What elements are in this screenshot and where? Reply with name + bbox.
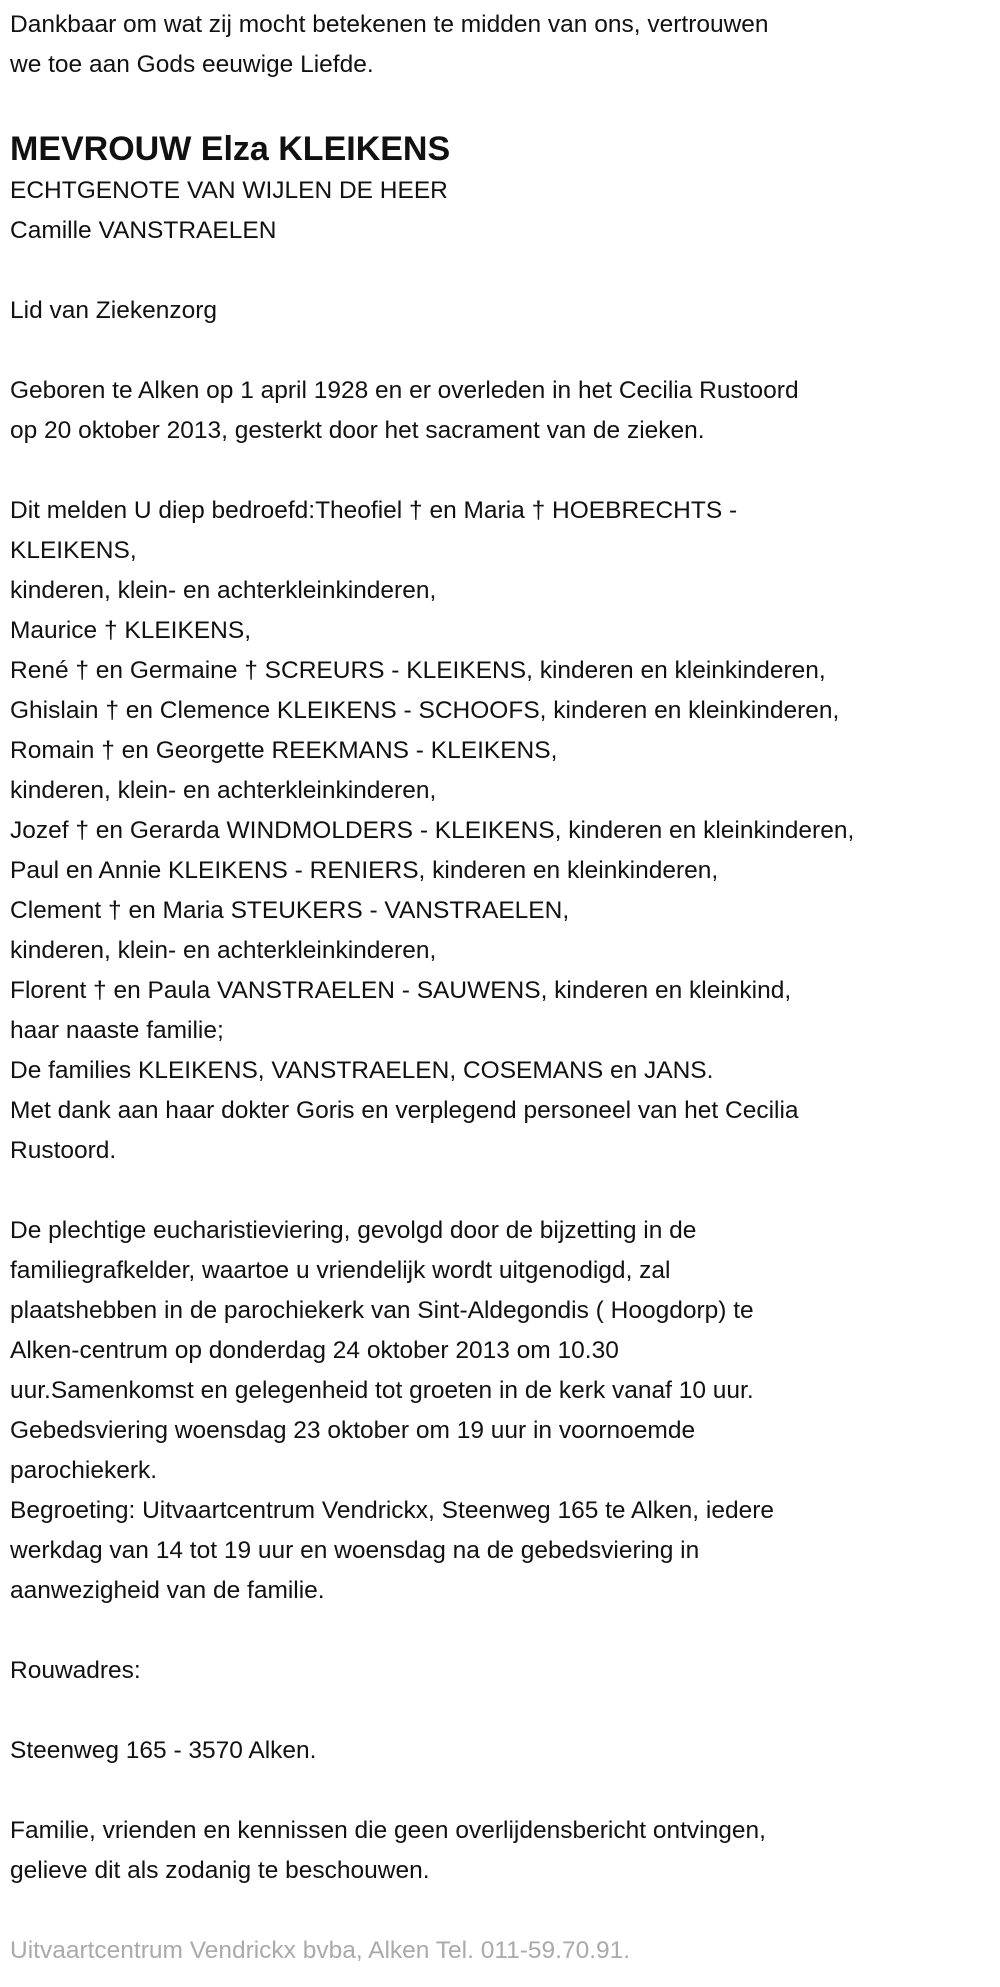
intro-text	[10, 5, 1000, 85]
intro-line: we toe aan Gods eeuwige Liefde.	[10, 51, 374, 78]
birth-death-line: op 20 oktober 2013, gesterkt door het sacrament van de zieken.	[10, 417, 705, 444]
family-line: haar naaste familie;	[10, 1017, 224, 1044]
family-line: Rustoord.	[10, 1137, 117, 1164]
family-line: De families KLEIKENS, VANSTRAELEN, COSEMANS en JANS.	[10, 1057, 714, 1084]
family-line: KLEIKENS,	[10, 537, 137, 564]
family-line: René † en Germaine † SCREURS - KLEIKENS, kinderen en kleinkinderen,	[10, 657, 826, 684]
family-list	[10, 491, 1000, 1171]
ceremony-line: uur.Samenkomst en gelegenheid tot groeten in de kerk vanaf 10 uur.	[10, 1377, 754, 1404]
family-line: kinderen, klein- en achterkleinkinderen,	[10, 777, 437, 804]
ceremony-line: parochiekerk.	[10, 1457, 158, 1484]
family-line: Clement † en Maria STEUKERS - VANSTRAELEN,	[10, 897, 570, 924]
ceremony-details	[10, 1211, 1000, 1611]
notice-line: Familie, vrienden en kennissen die geen overlijdensbericht ontvingen,	[10, 1817, 766, 1844]
funeral-home-footer: Uitvaartcentrum Vendrickx bvba, Alken Tel. 011-59.70.91.	[10, 1937, 631, 1964]
ceremony-line: Alken-centrum op donderdag 24 oktober 2013 om 10.30	[10, 1337, 619, 1364]
family-line: Paul en Annie KLEIKENS - RENIERS, kinderen en kleinkinderen,	[10, 857, 719, 884]
ceremony-line: Begroeting: Uitvaartcentrum Vendrickx, Steenweg 165 te Alken, iedere	[10, 1497, 775, 1524]
deceased-name-heading: MEVROUW Elza KLEIKENS	[10, 130, 451, 168]
ceremony-line: plaatshebben in de parochiekerk van Sint-Aldegondis ( Hoogdorp) te	[10, 1297, 754, 1324]
spouse-line: ECHTGENOTE VAN WIJLEN DE HEER	[10, 177, 448, 204]
family-line: Dit melden U diep bedroefd:Theofiel † en Maria † HOEBRECHTS -	[10, 497, 738, 524]
intro-line: Dankbaar om wat zij mocht betekenen te midden van ons, vertrouwen	[10, 11, 769, 38]
birth-death-line: Geboren te Alken op 1 april 1928 en er overleden in het Cecilia Rustoord	[10, 377, 799, 404]
family-line: Ghislain † en Clemence KLEIKENS - SCHOOFS, kinderen en kleinkinderen,	[10, 697, 840, 724]
membership: Lid van Ziekenzorg	[10, 297, 218, 324]
spouse-name: Camille VANSTRAELEN	[10, 217, 277, 244]
ceremony-line: De plechtige eucharistieviering, gevolgd door de bijzetting in de	[10, 1217, 697, 1244]
family-line: kinderen, klein- en achterkleinkinderen,	[10, 937, 437, 964]
family-line: Maurice † KLEIKENS,	[10, 617, 252, 644]
ceremony-line: werkdag van 14 tot 19 uur en woensdag na de gebedsviering in	[10, 1537, 700, 1564]
family-line: kinderen, klein- en achterkleinkinderen,	[10, 577, 437, 604]
address-label: Rouwadres:	[10, 1657, 141, 1684]
ceremony-line: familiegrafkelder, waartoe u vriendelijk wordt uitgenodigd, zal	[10, 1257, 671, 1284]
family-line: Romain † en Georgette REEKMANS - KLEIKENS,	[10, 737, 558, 764]
family-line: Florent † en Paula VANSTRAELEN - SAUWENS, kinderen en kleinkind,	[10, 977, 792, 1004]
family-line: Met dank aan haar dokter Goris en verplegend personeel van het Cecilia	[10, 1097, 799, 1124]
notice-line: gelieve dit als zodanig te beschouwen.	[10, 1857, 430, 1884]
address: Steenweg 165 - 3570 Alken.	[10, 1737, 317, 1764]
family-line: Jozef † en Gerarda WINDMOLDERS - KLEIKENS, kinderen en kleinkinderen,	[10, 817, 855, 844]
ceremony-line: aanwezigheid van de familie.	[10, 1577, 325, 1604]
ceremony-line: Gebedsviering woensdag 23 oktober om 19 uur in voornoemde	[10, 1417, 696, 1444]
